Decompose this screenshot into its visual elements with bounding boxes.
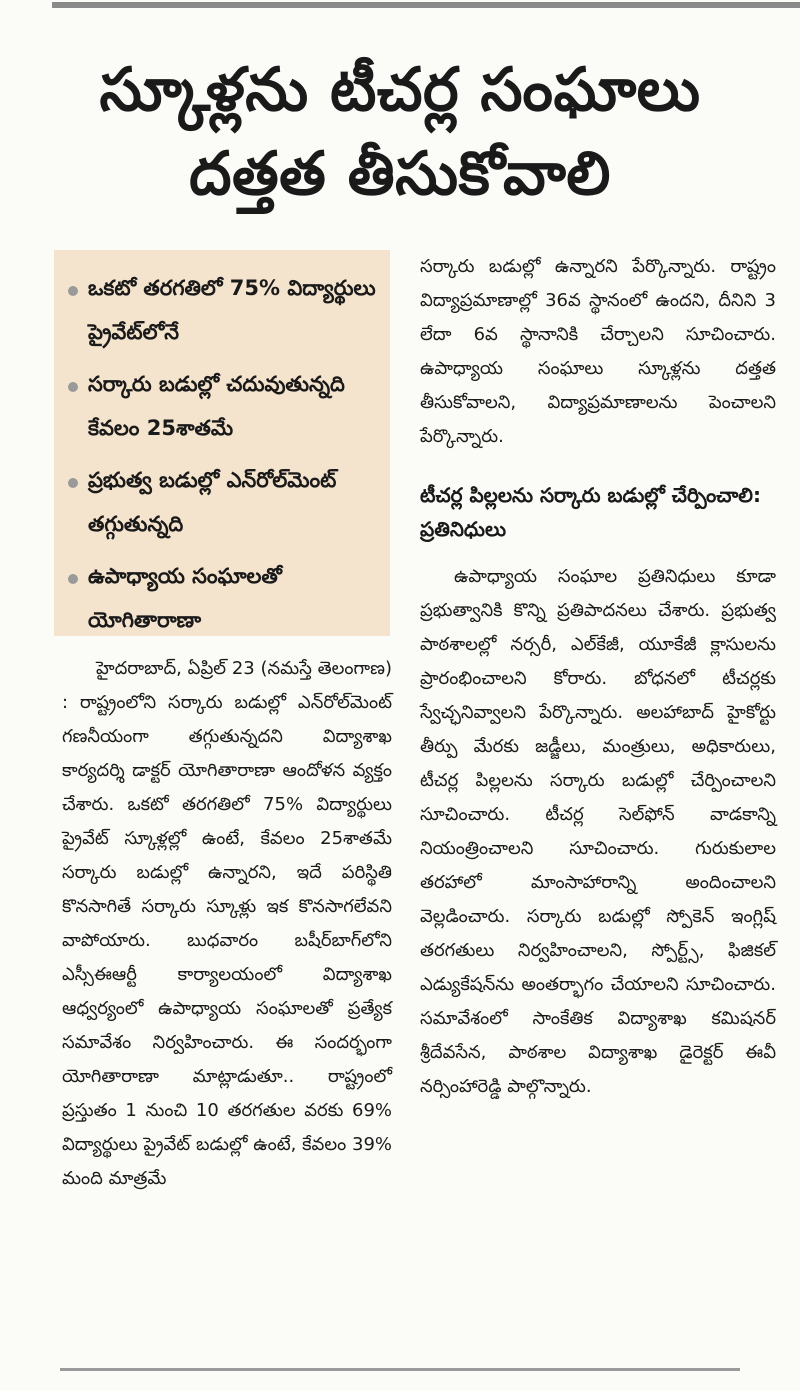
highlight-item [68, 458, 380, 546]
subheading: టీచర్ల పిల్లలను సర్కారు బడుల్లో చేర్పించాలి: ప్రతినిధులు [420, 483, 761, 541]
highlight-text: ప్రభుత్వ బడుల్లో ఎన్‌రోల్‌మెంట్ తగ్గుతున్నది [88, 468, 337, 536]
body-paragraph: ఉపాధ్యాయ సంఘాల ప్రతినిధులు కూడా ప్రభుత్వానికి కొన్ని ప్రతిపాదనలు చేశారు. ప్రభుత్వ పాఠశాలల్లో నర్సరీ, ఎల్‌కేజీ, యూకేజీ క్లాసులను ప్రారంభించాలని కోరారు. బోధనలో టీచర్లకు స్వేచ్ఛనివ్వాలని పేర్కొన్నారు. అలహాబాద్ హైకోర్టు తీర్పు మేరకు జడ్జీలు, మంత్రులు, అధికారులు, టీచర్ల పిల్లలను సర్కారు బడుల్లో చేర్పించాలని సూచించారు. టీచర్ల సెల్‌ఫోన్ వాడకాన్ని నియంత్రించాలని సూచించారు. గురుకులాల తరహాలో మాంసాహారాన్ని అందించాలని వెల్లడించారు. సర్కారు బడుల్లో స్పోకెన్ ఇంగ్లిష్ తరగతులు నిర్వహించాలని, స్పోర్ట్స్, ఫిజికల్ ఎడ్యుకేషన్‌ను అంతర్భాగం చేయాలని సూచించారు. సమావేశంలో సాంకేతిక విద్యాశాఖ కమిషనర్ శ్రీదేవసేన, పాఠశాల విద్యాశాఖ డైరెక్టర్ ఈవీ నర్సింహారెడ్డి పాల్గొన్నారు. [420, 566, 776, 1097]
headline-line-2: దత్తత తీసుకోవాలి [189, 139, 611, 209]
highlight-text: ఒకటో తరగతిలో 75% విద్యార్థులు ప్రైవేట్‌లోనే [88, 276, 376, 344]
bullet-icon [68, 478, 78, 488]
body-paragraph: హైదరాబాద్, ఏప్రిల్ 23 (నమస్తే తెలంగాణ) : రాష్ట్రంలోని సర్కారు బడుల్లో ఎన్‌రోల్‌మెంట్ గణనీయంగా తగ్గుతున్నదని విద్యాశాఖ కార్యదర్శి డాక్టర్ యోగితారాణా ఆందోళన వ్యక్తం చేశారు. ఒకటో తరగతిలో 75% విద్యార్థులు ప్రైవేట్ స్కూళ్లల్లో ఉంటే, కేవలం 25శాతమే సర్కారు బడుల్లో ఉన్నారని, ఇదే పరిస్థితి కొనసాగితే సర్కారు స్కూళ్లు ఇక కొనసాగలేవని వాపోయారు. బుధవారం బషీర్‌బాగ్‌లోని ఎస్సీఈఆర్టీ కార్యాలయంలో విద్యాశాఖ ఆధ్వర్యంలో ఉపాధ్యాయ సంఘాలతో ప్రత్యేక సమావేశం నిర్వహించారు. ఈ సందర్భంగా యోగితారాణా మాట్లాడుతూ.. రాష్ట్రంలో ప్రస్తుతం 1 నుంచి 10 తరగతుల వరకు 69% విద్యార్థులు ప్రైవేట్ బడుల్లో ఉంటే, కేవలం 39% మంది మాత్రమే [62, 658, 392, 1189]
bullet-icon [68, 574, 78, 584]
bullet-icon [68, 286, 78, 296]
highlight-text: సర్కారు బడుల్లో చదువుతున్నది కేవలం 25శాతమే [88, 372, 345, 440]
top-rule [52, 2, 800, 8]
body-paragraph: సర్కారు బడుల్లో ఉన్నారని పేర్కొన్నారు. రాష్ట్రం విద్యాప్రమాణాల్లో 36వ స్థానంలో ఉందని, దీనిని 3 లేదా 6వ స్థానానికి చేర్చాలని సూచించారు. ఉపాధ్యాయ సంఘాలు స్కూళ్లను దత్తత తీసుకోవాలని, విద్యాప్రమాణాలను పెంచాలని పేర్కొన్నారు. [420, 256, 776, 447]
highlight-item [68, 266, 380, 354]
bottom-rule [60, 1368, 740, 1371]
left-column [62, 652, 392, 1196]
right-column [420, 250, 776, 1104]
headline [40, 48, 760, 216]
bullet-icon [68, 382, 78, 392]
highlight-item [68, 362, 380, 450]
highlight-text: ఉపాధ్యాయ సంఘాలతో యోగితారాణా [88, 564, 282, 632]
highlight-item [68, 554, 380, 642]
highlights-box [54, 250, 390, 636]
headline-line-1: స్కూళ్లను టీచర్ల సంఘాలు [99, 55, 701, 125]
